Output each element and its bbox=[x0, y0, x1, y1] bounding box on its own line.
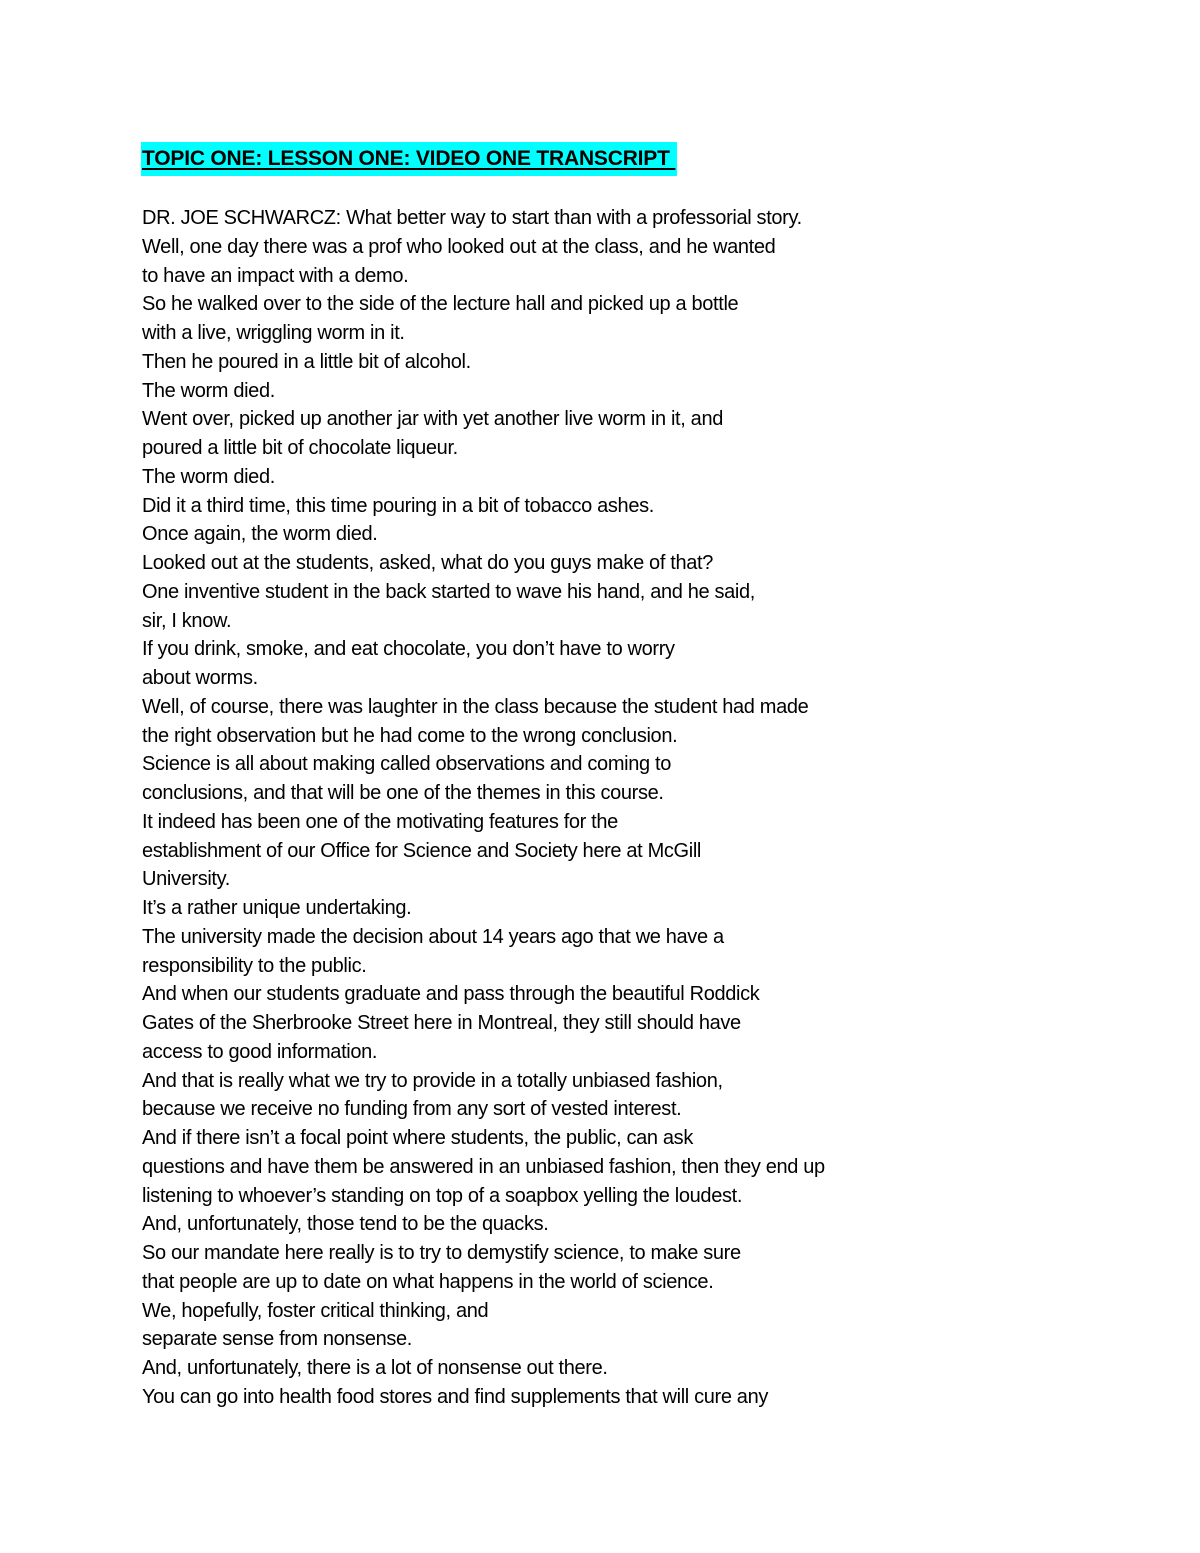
transcript-line: Did it a third time, this time pouring in a bit of tobacco ashes. bbox=[142, 494, 654, 517]
transcript-line: sir, I know. bbox=[142, 609, 232, 632]
transcript-line: We, hopefully, foster critical thinking, and bbox=[142, 1299, 489, 1322]
transcript-line: responsibility to the public. bbox=[142, 954, 367, 977]
transcript-line: And that is really what we try to provide in a totally unbiased fashion, bbox=[142, 1069, 723, 1092]
transcript-line: conclusions, and that will be one of the themes in this course. bbox=[142, 782, 664, 804]
transcript-line: questions and have them be answered in an unbiased fashion, then they end up bbox=[142, 1155, 825, 1178]
transcript-line: listening to whoever’s standing on top of a soapbox yelling the loudest. bbox=[142, 1184, 743, 1207]
transcript-line: Gates of the Sherbrooke Street here in Montreal, they still should have bbox=[142, 1012, 741, 1034]
transcript-line: It’s a rather unique undertaking. bbox=[142, 897, 412, 919]
transcript-line: about worms. bbox=[142, 667, 258, 689]
transcript-line: So he walked over to the side of the lecture hall and picked up a bottle bbox=[142, 293, 739, 316]
transcript-line: It indeed has been one of the motivating features for the bbox=[142, 810, 618, 833]
transcript-line: Then he poured in a little bit of alcohol. bbox=[142, 350, 471, 373]
transcript-line: Science is all about making called observations and coming to bbox=[142, 753, 671, 776]
transcript-line: One inventive student in the back started to wave his hand, and he said, bbox=[142, 580, 755, 603]
transcript-line: You can go into health food stores and find supplements that will cure any bbox=[142, 1385, 769, 1408]
document-title: TOPIC ONE: LESSON ONE: VIDEO ONE TRANSCRIPT bbox=[141, 142, 677, 176]
transcript-line: that people are up to date on what happens in the world of science. bbox=[142, 1270, 714, 1293]
transcript-line: And when our students graduate and pass through the beautiful Roddick bbox=[142, 983, 760, 1006]
title-container bbox=[141, 142, 677, 176]
transcript-body bbox=[142, 204, 932, 1412]
transcript-line: The worm died. bbox=[142, 465, 275, 488]
transcript-line: Went over, picked up another jar with yet another live worm in it, and bbox=[142, 408, 723, 431]
transcript-line: Once again, the worm died. bbox=[142, 523, 378, 546]
transcript-line: to have an impact with a demo. bbox=[142, 264, 409, 287]
transcript-line: the right observation but he had come to the wrong conclusion. bbox=[142, 724, 678, 747]
transcript-line: access to good information. bbox=[142, 1040, 378, 1063]
transcript-line: Well, one day there was a prof who looked out at the class, and he wanted bbox=[142, 235, 776, 258]
transcript-line: And, unfortunately, those tend to be the quacks. bbox=[142, 1213, 549, 1236]
transcript-line: And, unfortunately, there is a lot of nonsense out there. bbox=[142, 1357, 608, 1379]
transcript-line: University. bbox=[142, 868, 231, 891]
transcript-line: The university made the decision about 14 years ago that we have a bbox=[142, 925, 724, 948]
transcript-line: So our mandate here really is to try to demystify science, to make sure bbox=[142, 1242, 741, 1264]
transcript-line: Looked out at the students, asked, what do you guys make of that? bbox=[142, 552, 713, 574]
transcript-line: poured a little bit of chocolate liqueur. bbox=[142, 437, 458, 459]
transcript-line: because we receive no funding from any sort of vested interest. bbox=[142, 1098, 682, 1121]
transcript-line: establishment of our Office for Science and Society here at McGill bbox=[142, 839, 702, 862]
transcript-line: If you drink, smoke, and eat chocolate, you don’t have to worry bbox=[142, 638, 675, 661]
transcript-line: with a live, wriggling worm in it. bbox=[142, 322, 405, 344]
transcript-line: separate sense from nonsense. bbox=[142, 1328, 413, 1351]
transcript-line: Well, of course, there was laughter in the class because the student had made bbox=[142, 695, 809, 718]
transcript-line: The worm died. bbox=[142, 379, 275, 402]
transcript-line: DR. JOE SCHWARCZ: What better way to start than with a professorial story. bbox=[142, 207, 802, 229]
transcript-line: And if there isn’t a focal point where students, the public, can ask bbox=[142, 1127, 693, 1149]
